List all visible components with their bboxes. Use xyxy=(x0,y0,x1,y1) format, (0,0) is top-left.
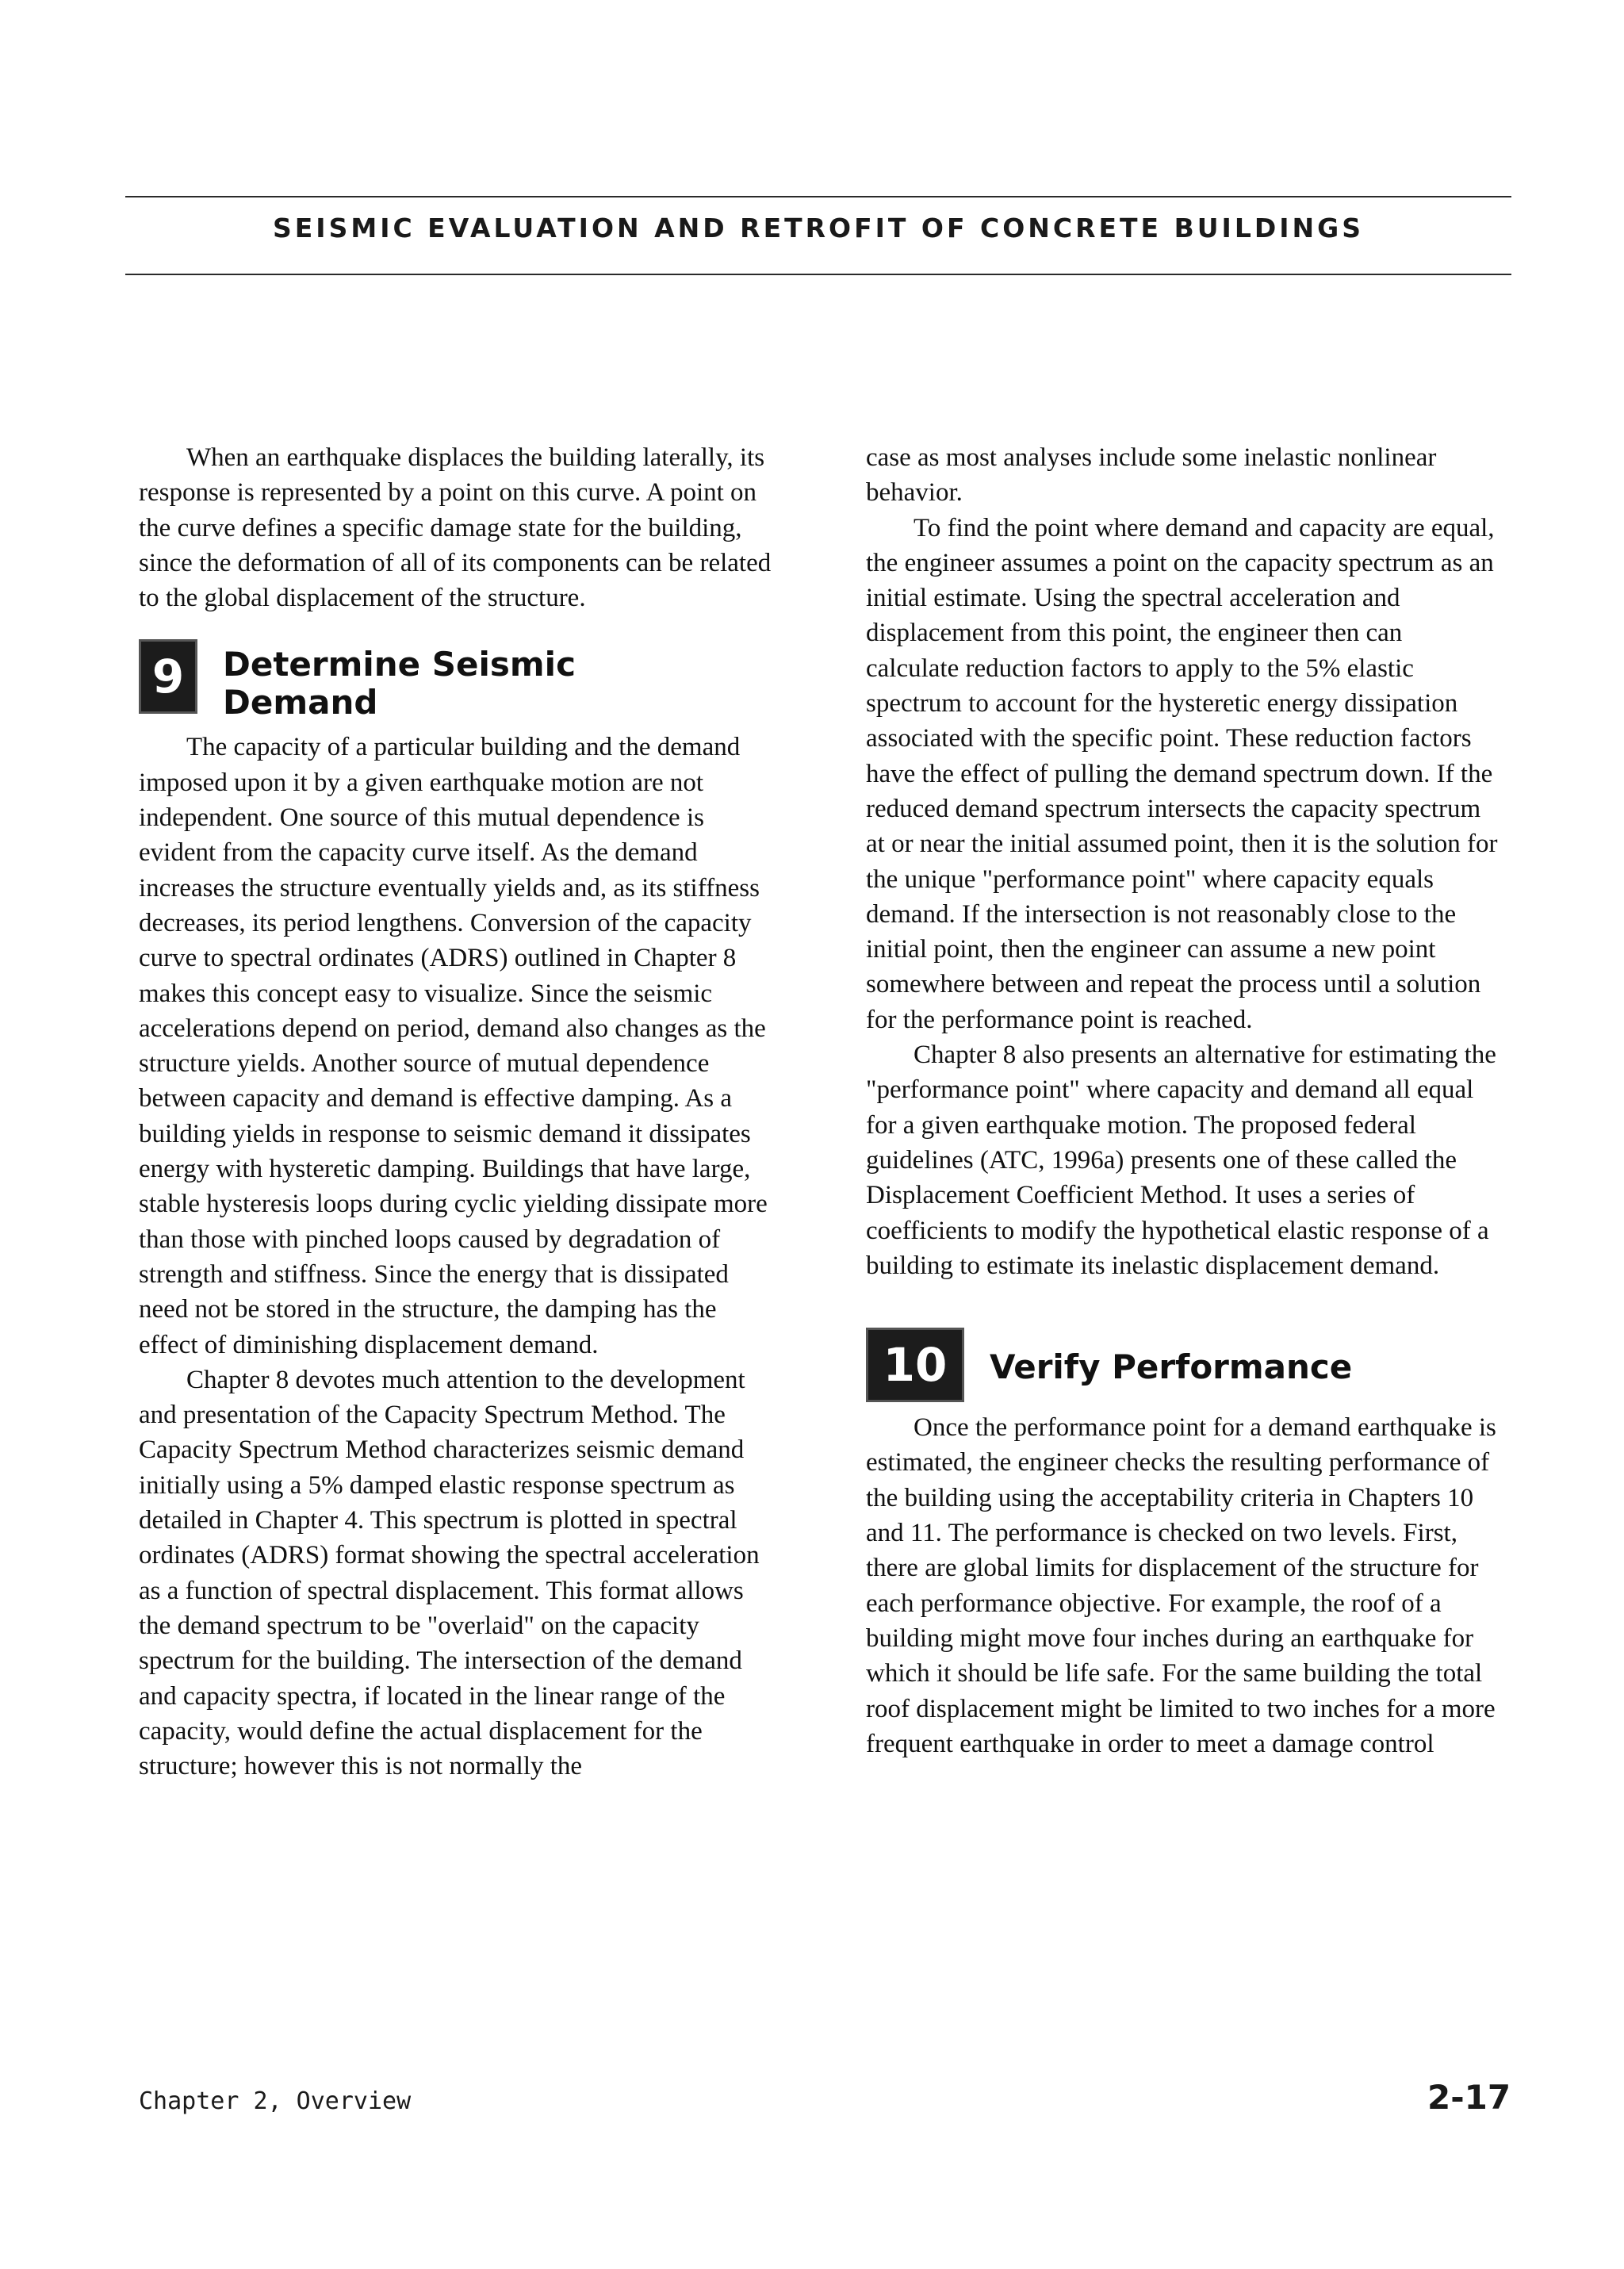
header-rule-bottom xyxy=(125,274,1511,275)
section-10-title: Verify Performance xyxy=(990,1347,1353,1387)
intro-paragraph: When an earthquake displaces the building laterally, its response is represented by a point on this curve. A point on the curve defines a specific damage state for the building, since the deformation of all of its components can be related to the global displacement of the structure. xyxy=(139,443,772,613)
section-9-heading xyxy=(139,639,773,722)
left-column xyxy=(139,440,773,1784)
section-10-heading xyxy=(866,1328,1500,1402)
section-9-title: Determine Seismic Demand xyxy=(223,645,576,722)
continued-paragraph: case as most analyses include some inelastic nonlinear behavior. xyxy=(866,443,1437,508)
alternative-method-paragraph: Chapter 8 also presents an alternative for estimating the "performance point" where capacity and demand all equal for a given earthquake motion. The proposed federal guidelines (ATC, 1996a) presents one of these called the Displacement Coefficient Method. It uses a series of coefficients to modify the hypothetical elastic response of a building to estimate its inelastic displacement demand. xyxy=(866,1041,1496,1280)
section-9-paragraph-2: Chapter 8 devotes much attention to the development and presentation of the Capacity Spectrum Method. The Capacity Spectrum Method characterizes seismic demand initially using a 5% damped elastic response spectrum as detailed in Chapter 4. This spectrum is plotted in spectral ordinates (ADRS) format showing the spectral acceleration as a function of spectral displacement. This format allows the demand spectrum to be "overlaid" on the capacity spectrum for the building. The intersection of the demand and capacity spectra, if located in the linear range of the capacity, would define the actual displacement for the structure; however this is not normally the xyxy=(139,1365,760,1781)
running-header: SEISMIC EVALUATION AND RETROFIT OF CONCRETE BUILDINGS xyxy=(273,213,1364,243)
performance-point-paragraph: To find the point where demand and capacity are equal, the engineer assumes a point on the capacity spectrum as an initial estimate. Using the spectral acceleration and displacement from this point, the engineer then can calculate reduction factors to apply to the 5% elastic spectrum to account for the hysteretic energy dissipation associated with the specific point. These reduction factors have the effect of pulling the demand spectrum down. If the reduced demand spectrum intersects the capacity spectrum at or near the initial assumed point, then it is the solution for the unique "performance point" where capacity equals demand. If the intersection is not reasonably close to the initial point, then the engineer can assume a new point somewhere between and repeat the process until a solution for the performance point is reached. xyxy=(866,513,1498,1034)
footer-chapter-label: Chapter 2, Overview xyxy=(139,2087,412,2115)
section-9-number-box: 9 xyxy=(139,639,197,714)
header-rule-top xyxy=(125,196,1511,197)
section-10-number-box: 10 xyxy=(866,1328,964,1402)
footer-page-number: 2-17 xyxy=(1427,2078,1511,2117)
section-10-paragraph: Once the performance point for a demand earthquake is estimated, the engineer checks the resulting performance of the building using the acceptability criteria in Chapters 10 and 11. The performance is checked on two levels. First, there are global limits for displacement of the structure for each performance objective. For example, the roof of a building might move four inches during an earthquake for which it should be life safe. For the same building the total roof displacement might be limited to two inches for a more frequent earthquake in order to meet a damage control xyxy=(866,1413,1496,1758)
right-column xyxy=(866,440,1500,1761)
section-9-paragraph-1: The capacity of a particular building and the demand imposed upon it by a given earthquake motion are not independent. One source of this mutual dependence is evident from the capacity curve itself. As the demand increases the structure eventually yields and, as its stiffness decreases, its period lengthens. Conversion of the capacity curve to spectral ordinates (ADRS) outlined in Chapter 8 makes this concept easy to visualize. Since the seismic accelerations depend on period, demand also changes as the structure yields. Another source of mutual dependence between capacity and demand is effective damping. As a building yields in response to seismic demand it dissipates energy with hysteretic damping. Buildings that have large, stable hysteresis loops during cyclic yielding dissipate more than those with pinched loops caused by degradation of strength and stiffness. Since the energy that is dissipated need not be stored in the structure, the damping has the effect of diminishing displacement demand. xyxy=(139,733,768,1359)
